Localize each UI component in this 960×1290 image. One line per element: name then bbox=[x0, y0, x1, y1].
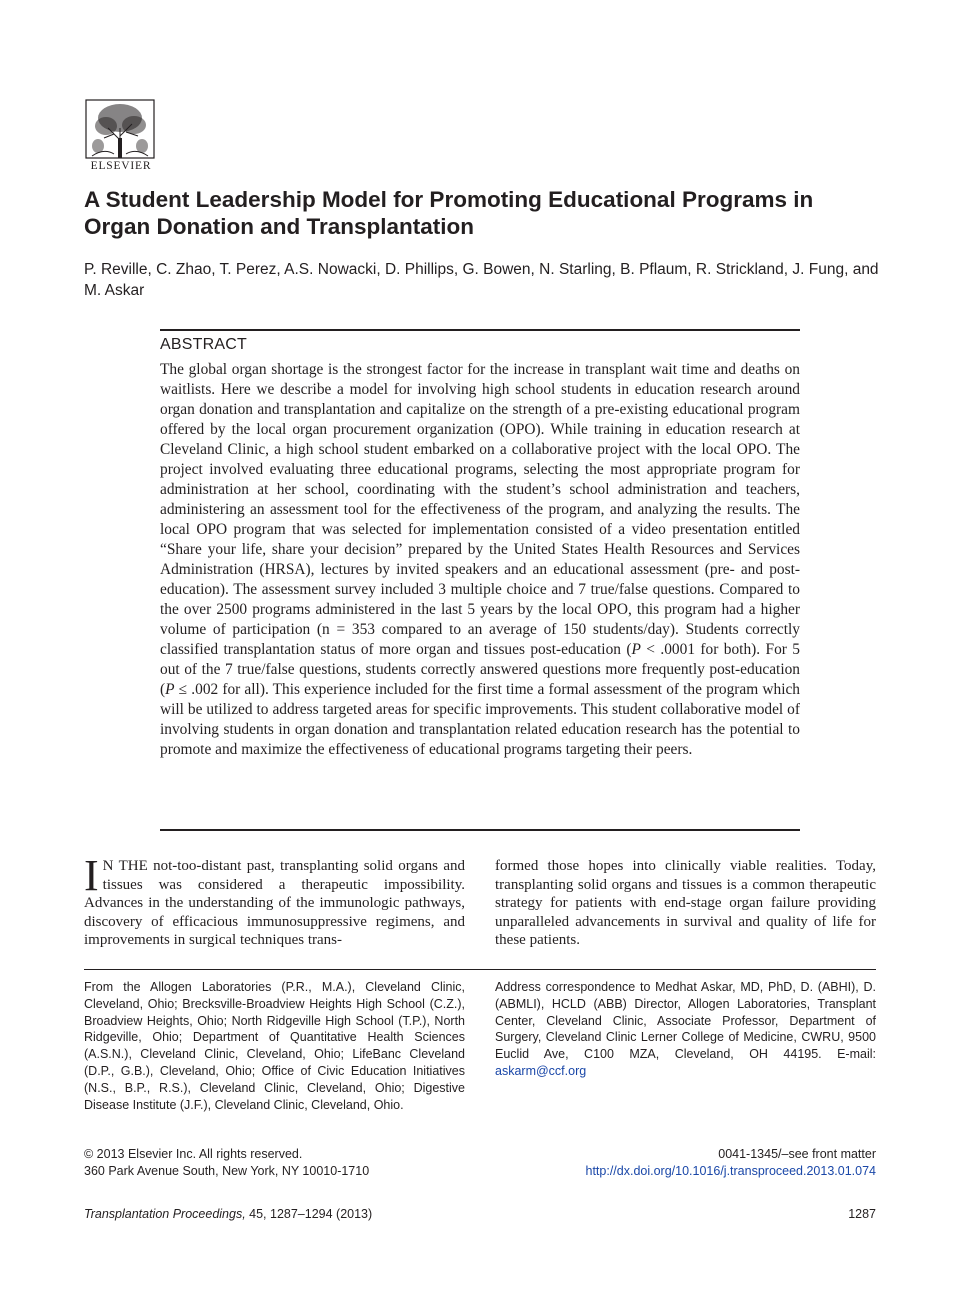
front-matter-block bbox=[456, 1146, 876, 1180]
abstract-top-rule bbox=[160, 329, 800, 331]
abstract-text-part: The global organ shortage is the strongest factor for the increase in transplant wait time and deaths on waitlists. Here we describe a model for involving high school students in education research around organ donation and transplantation and capitalize on the strength of a pre-existing educational program offered by the local organ procurement organization (OPO). While training in education research at Cleveland Clinic, a high school student embarked on a collaborative project with the local OPO. The project involved evaluating three educational programs, selecting the most appropriate program for administration at her school, coordinating with the student’s school administration and teachers, administering an assessment tool for the effectiveness of the program, and analyzing the results. The local OPO program that was selected for implementation consisted of a video presentation entitled “Share your life, share your decision” prepared by the United States Health Resources and Services Administration (HRSA), lectures by invited speakers and an educational assessment (pre- and post-education). The assessment survey included 3 multiple choice and 7 true/false questions. Compared to the over 2500 programs administered in the last 5 years by the local OPO, this program had a higher volume of participation (n = 353 compared to an average of 150 students/day). Students correctly classified transplantation status of more organ and tissues post-education ( bbox=[160, 361, 800, 658]
drop-cap: I bbox=[84, 851, 99, 900]
p-value-symbol: P bbox=[631, 641, 641, 658]
body-text: not-too-distant past, transplanting solid organs and tissues was considered a therapeutic impossibility. Advances in the understanding of the immunologic pathways, discovery of efficacious immunosuppressive regimens, and improvements in surgical techniques trans- bbox=[84, 858, 465, 948]
abstract-text-part: < .0001 for both). For 5 out of the 7 true/false questions, students correctly answered questions more frequently post-education ( bbox=[160, 641, 800, 698]
publisher-name: ELSEVIER bbox=[90, 160, 152, 172]
copyright-notice: © 2013 Elsevier Inc. All rights reserved. bbox=[84, 1147, 303, 1161]
body-text: formed those hopes into clinically viable realities. Today, transplanting solid organs and tissues is a common therapeutic strategy for patients with end-stage organ failure providing unparalleled advancements in survival and quality of life for these patients. bbox=[495, 858, 876, 948]
email-link[interactable]: askarm@ccf.org bbox=[495, 1063, 587, 1078]
footnote-rule bbox=[84, 969, 876, 970]
author-list: P. Reville, C. Zhao, T. Perez, A.S. Nowacki, D. Phillips, G. Bowen, N. Starling, B. Pflaum, R. Strickland, J. Fung, and M. Askar bbox=[84, 261, 879, 299]
publisher-address: 360 Park Avenue South, New York, NY 10010-1710 bbox=[84, 1163, 370, 1178]
correspondence-footnote bbox=[495, 979, 876, 1080]
body-column-left bbox=[84, 851, 465, 950]
page-number: 1287 bbox=[848, 1207, 876, 1221]
journal-citation bbox=[84, 1206, 584, 1223]
doi-link[interactable]: http://dx.doi.org/10.1016/j.transproceed.2013.01.074 bbox=[585, 1163, 876, 1178]
affiliations-footnote: From the Allogen Laboratories (P.R., M.A.), Cleveland Clinic, Cleveland, Ohio; Brecksville-Broadview Heights High School (C.Z.), Broadview Heights, Ohio; North Ridgeville High School (T.P.), North Ridgeville, Ohio; Department of Quantitative Health Sciences (A.S.N.), Cleveland Clinic, Cleveland, Ohio; LifeBanc Cleveland (D.P., G.B.), Cleveland, Ohio; Office of Civic Education Initiatives (N.S., B.P., R.S.), Cleveland Clinic, Cleveland, Ohio; Digestive Disease Institute (J.F.), Cleveland Clinic, Cleveland, Ohio. bbox=[84, 980, 465, 1112]
copyright-block bbox=[84, 1146, 504, 1180]
journal-name: Transplantation Proceedings, bbox=[84, 1207, 246, 1221]
journal-volume-pages: 45, 1287–1294 (2013) bbox=[245, 1207, 373, 1221]
lead-in-text: N THE bbox=[102, 858, 148, 874]
abstract-text-part: ≤ .002 for all). This experience included for the first time a formal assessment of the program which will be utilized to address targeted areas for specific improvements. This student collaborative model of involving students in organ donation and transplantation related education research has the potential to promote and maximize the effectiveness of educational programs targeting their peers. bbox=[160, 681, 800, 758]
article-title: A Student Leadership Model for Promoting Educational Programs in Organ Donation and Transplantation bbox=[84, 187, 814, 239]
p-value-symbol: P bbox=[165, 681, 175, 698]
abstract-bottom-rule bbox=[160, 829, 800, 831]
abstract-heading: ABSTRACT bbox=[160, 336, 247, 353]
issn-front-matter: 0041-1345/–see front matter bbox=[718, 1147, 876, 1161]
body-column-right bbox=[495, 857, 876, 950]
correspondence-text: Address correspondence to Medhat Askar, MD, PhD, D. (ABHI), D. (ABMLI), HCLD (ABB) Director, Allogen Laboratories, Transplant Center, Cleveland Clinic, Associate Professor, Department of Surgery, Cleveland Clinic Lerner College of Medicine, CWRU, 9500 Euclid Ave, C100 MZA, Cleveland, OH 44195. E-mail: bbox=[495, 980, 876, 1062]
abstract-body bbox=[160, 360, 800, 760]
